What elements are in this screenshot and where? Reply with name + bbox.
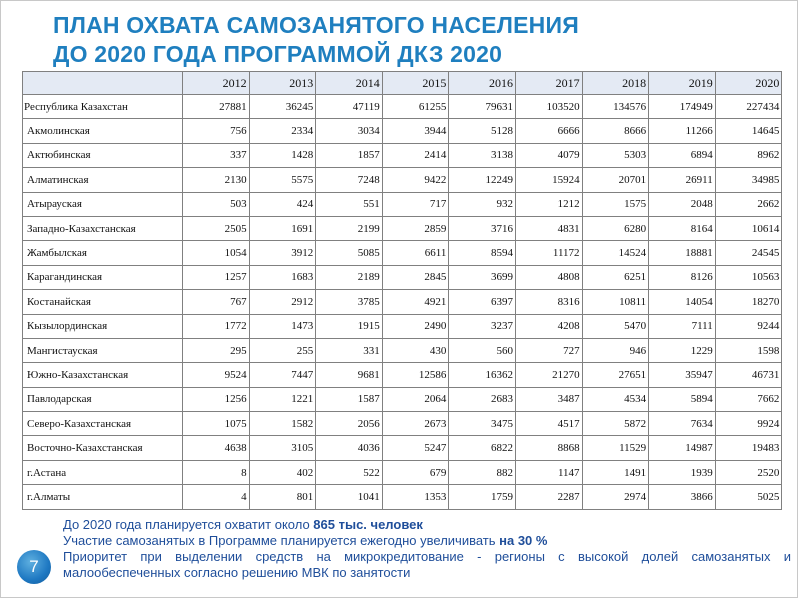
region-name-cell: Восточно-Казахстанская: [23, 436, 183, 460]
value-cell: 6280: [582, 216, 649, 240]
value-cell: 9244: [715, 314, 782, 338]
title-line-2: ДО 2020 ГОДА ПРОГРАММОЙ ДКЗ 2020: [53, 41, 503, 67]
value-cell: 4079: [515, 143, 582, 167]
value-cell: 47119: [316, 95, 383, 119]
value-cell: 1147: [515, 460, 582, 484]
value-cell: 3866: [649, 485, 716, 509]
value-cell: 4831: [515, 216, 582, 240]
value-cell: 14987: [649, 436, 716, 460]
value-cell: 3716: [449, 216, 516, 240]
value-cell: 801: [249, 485, 316, 509]
value-cell: 424: [249, 192, 316, 216]
value-cell: 551: [316, 192, 383, 216]
value-cell: 337: [183, 143, 250, 167]
value-cell: 3105: [249, 436, 316, 460]
region-name-cell: Атырауская: [23, 192, 183, 216]
value-cell: 46731: [715, 363, 782, 387]
value-cell: 1587: [316, 387, 383, 411]
value-cell: 2859: [382, 216, 449, 240]
value-cell: 10614: [715, 216, 782, 240]
table-row: [23, 143, 782, 167]
value-cell: 5025: [715, 485, 782, 509]
region-name-cell: Жамбылская: [23, 241, 183, 265]
value-cell: 10811: [582, 290, 649, 314]
value-cell: 4517: [515, 412, 582, 436]
note-coverage: [63, 517, 791, 533]
value-cell: 3487: [515, 387, 582, 411]
value-cell: 5085: [316, 241, 383, 265]
value-cell: 1041: [316, 485, 383, 509]
region-name-cell: Алматинская: [23, 168, 183, 192]
value-cell: 8868: [515, 436, 582, 460]
table-row: [23, 387, 782, 411]
table-row: [23, 363, 782, 387]
value-cell: 7634: [649, 412, 716, 436]
year-header-2018: 2018: [582, 72, 649, 95]
table-body: [23, 95, 782, 510]
value-cell: 7111: [649, 314, 716, 338]
table-row: [23, 265, 782, 289]
region-name-cell: Южно-Казахстанская: [23, 363, 183, 387]
region-name-cell: Республика Казахстан: [23, 95, 183, 119]
value-cell: 8126: [649, 265, 716, 289]
value-cell: 932: [449, 192, 516, 216]
value-cell: 2974: [582, 485, 649, 509]
value-cell: 402: [249, 460, 316, 484]
data-table-container: [22, 71, 782, 510]
note-growth-bold: на 30 %: [499, 533, 548, 548]
value-cell: 8164: [649, 216, 716, 240]
value-cell: 1229: [649, 338, 716, 362]
value-cell: 2056: [316, 412, 383, 436]
value-cell: 174949: [649, 95, 716, 119]
value-cell: 14054: [649, 290, 716, 314]
value-cell: 3034: [316, 119, 383, 143]
value-cell: 1256: [183, 387, 250, 411]
value-cell: 3785: [316, 290, 383, 314]
value-cell: 1857: [316, 143, 383, 167]
value-cell: 12249: [449, 168, 516, 192]
value-cell: 15924: [515, 168, 582, 192]
table-row: [23, 216, 782, 240]
value-cell: 255: [249, 338, 316, 362]
table-row: [23, 168, 782, 192]
value-cell: 7662: [715, 387, 782, 411]
value-cell: 522: [316, 460, 383, 484]
region-name-cell: Западно-Казахстанская: [23, 216, 183, 240]
value-cell: 79631: [449, 95, 516, 119]
year-header-2016: 2016: [449, 72, 516, 95]
value-cell: 4808: [515, 265, 582, 289]
value-cell: 24545: [715, 241, 782, 265]
value-cell: 4638: [183, 436, 250, 460]
header-row: [23, 72, 782, 95]
value-cell: 1598: [715, 338, 782, 362]
value-cell: 3944: [382, 119, 449, 143]
year-header-2014: 2014: [316, 72, 383, 95]
value-cell: 4208: [515, 314, 582, 338]
value-cell: 2673: [382, 412, 449, 436]
value-cell: 1915: [316, 314, 383, 338]
value-cell: 5575: [249, 168, 316, 192]
value-cell: 2287: [515, 485, 582, 509]
value-cell: 3138: [449, 143, 516, 167]
value-cell: 1212: [515, 192, 582, 216]
value-cell: 2189: [316, 265, 383, 289]
year-header-2013: 2013: [249, 72, 316, 95]
value-cell: 5470: [582, 314, 649, 338]
year-header-2020: 2020: [715, 72, 782, 95]
notes-block: [63, 517, 791, 581]
value-cell: 5872: [582, 412, 649, 436]
value-cell: 134576: [582, 95, 649, 119]
value-cell: 2505: [183, 216, 250, 240]
table-row: [23, 485, 782, 509]
value-cell: 6894: [649, 143, 716, 167]
title-line-1: ПЛАН ОХВАТА САМОЗАНЯТОГО НАСЕЛЕНИЯ: [53, 12, 579, 38]
value-cell: 1772: [183, 314, 250, 338]
table-row: [23, 95, 782, 119]
region-name-cell: Актюбинская: [23, 143, 183, 167]
value-cell: 430: [382, 338, 449, 362]
value-cell: 727: [515, 338, 582, 362]
value-cell: 717: [382, 192, 449, 216]
value-cell: 4534: [582, 387, 649, 411]
value-cell: 8316: [515, 290, 582, 314]
table-row: [23, 119, 782, 143]
value-cell: 4036: [316, 436, 383, 460]
region-name-cell: г.Астана: [23, 460, 183, 484]
value-cell: 9422: [382, 168, 449, 192]
table-row: [23, 412, 782, 436]
value-cell: 1054: [183, 241, 250, 265]
value-cell: 19483: [715, 436, 782, 460]
value-cell: 2845: [382, 265, 449, 289]
value-cell: 2130: [183, 168, 250, 192]
value-cell: 1221: [249, 387, 316, 411]
value-cell: 6822: [449, 436, 516, 460]
value-cell: 1257: [183, 265, 250, 289]
value-cell: 27881: [183, 95, 250, 119]
year-header-2019: 2019: [649, 72, 716, 95]
value-cell: 2912: [249, 290, 316, 314]
value-cell: 1691: [249, 216, 316, 240]
note-coverage-text: До 2020 года планируется охватит около: [63, 517, 314, 532]
value-cell: 8594: [449, 241, 516, 265]
table-row: [23, 290, 782, 314]
year-header-2015: 2015: [382, 72, 449, 95]
value-cell: 4921: [382, 290, 449, 314]
value-cell: 331: [316, 338, 383, 362]
region-name-cell: Кызылординская: [23, 314, 183, 338]
value-cell: 560: [449, 338, 516, 362]
value-cell: 2490: [382, 314, 449, 338]
value-cell: 5894: [649, 387, 716, 411]
value-cell: 1473: [249, 314, 316, 338]
value-cell: 34985: [715, 168, 782, 192]
value-cell: 3237: [449, 314, 516, 338]
value-cell: 18881: [649, 241, 716, 265]
value-cell: 11172: [515, 241, 582, 265]
value-cell: 9681: [316, 363, 383, 387]
value-cell: 1353: [382, 485, 449, 509]
note-growth-text: Участие самозанятых в Программе планируется ежегодно увеличивать: [63, 533, 500, 548]
value-cell: 2414: [382, 143, 449, 167]
value-cell: 2334: [249, 119, 316, 143]
slide-title: [53, 11, 793, 69]
value-cell: 3475: [449, 412, 516, 436]
value-cell: 16362: [449, 363, 516, 387]
value-cell: 8962: [715, 143, 782, 167]
value-cell: 3699: [449, 265, 516, 289]
value-cell: 36245: [249, 95, 316, 119]
value-cell: 767: [183, 290, 250, 314]
value-cell: 1939: [649, 460, 716, 484]
value-cell: 1428: [249, 143, 316, 167]
value-cell: 3912: [249, 241, 316, 265]
value-cell: 35947: [649, 363, 716, 387]
value-cell: 9924: [715, 412, 782, 436]
note-growth: [63, 533, 791, 549]
value-cell: 5128: [449, 119, 516, 143]
value-cell: 2199: [316, 216, 383, 240]
table-row: [23, 338, 782, 362]
value-cell: 6251: [582, 265, 649, 289]
value-cell: 20701: [582, 168, 649, 192]
value-cell: 227434: [715, 95, 782, 119]
value-cell: 103520: [515, 95, 582, 119]
value-cell: 9524: [183, 363, 250, 387]
table-row: [23, 314, 782, 338]
region-name-cell: Северо-Казахстанская: [23, 412, 183, 436]
value-cell: 26911: [649, 168, 716, 192]
year-header-2017: 2017: [515, 72, 582, 95]
value-cell: 7447: [249, 363, 316, 387]
value-cell: 679: [382, 460, 449, 484]
value-cell: 946: [582, 338, 649, 362]
value-cell: 21270: [515, 363, 582, 387]
value-cell: 7248: [316, 168, 383, 192]
note-priority: Приоритет при выделении средств на микрокредитование - регионы с высокой долей самозанятых и малообеспеченных согласно решению МВК по занятости: [63, 549, 791, 580]
header-corner-cell: [23, 72, 183, 95]
value-cell: 18270: [715, 290, 782, 314]
value-cell: 14524: [582, 241, 649, 265]
year-header-2012: 2012: [183, 72, 250, 95]
value-cell: 6397: [449, 290, 516, 314]
value-cell: 2520: [715, 460, 782, 484]
value-cell: 882: [449, 460, 516, 484]
value-cell: 14645: [715, 119, 782, 143]
value-cell: 503: [183, 192, 250, 216]
region-name-cell: Костанайская: [23, 290, 183, 314]
region-name-cell: Акмолинская: [23, 119, 183, 143]
page-number-badge: 7: [17, 550, 51, 584]
value-cell: 8666: [582, 119, 649, 143]
value-cell: 2683: [449, 387, 516, 411]
value-cell: 1491: [582, 460, 649, 484]
value-cell: 61255: [382, 95, 449, 119]
value-cell: 10563: [715, 265, 782, 289]
value-cell: 2662: [715, 192, 782, 216]
value-cell: 12586: [382, 363, 449, 387]
value-cell: 756: [183, 119, 250, 143]
value-cell: 8: [183, 460, 250, 484]
region-name-cell: г.Алматы: [23, 485, 183, 509]
value-cell: 11266: [649, 119, 716, 143]
value-cell: 2064: [382, 387, 449, 411]
value-cell: 11529: [582, 436, 649, 460]
table-row: [23, 436, 782, 460]
value-cell: 6611: [382, 241, 449, 265]
table-row: [23, 192, 782, 216]
value-cell: 1759: [449, 485, 516, 509]
region-name-cell: Карагандинская: [23, 265, 183, 289]
self-employed-plan-table: [22, 71, 782, 510]
value-cell: 5303: [582, 143, 649, 167]
region-name-cell: Павлодарская: [23, 387, 183, 411]
table-row: [23, 241, 782, 265]
value-cell: 5247: [382, 436, 449, 460]
table-header: [23, 72, 782, 95]
value-cell: 1575: [582, 192, 649, 216]
value-cell: 6666: [515, 119, 582, 143]
value-cell: 1075: [183, 412, 250, 436]
value-cell: 295: [183, 338, 250, 362]
note-coverage-bold: 865 тыс. человек: [313, 517, 423, 532]
value-cell: 27651: [582, 363, 649, 387]
value-cell: 1582: [249, 412, 316, 436]
value-cell: 2048: [649, 192, 716, 216]
table-row: [23, 460, 782, 484]
value-cell: 1683: [249, 265, 316, 289]
region-name-cell: Мангистауская: [23, 338, 183, 362]
value-cell: 4: [183, 485, 250, 509]
